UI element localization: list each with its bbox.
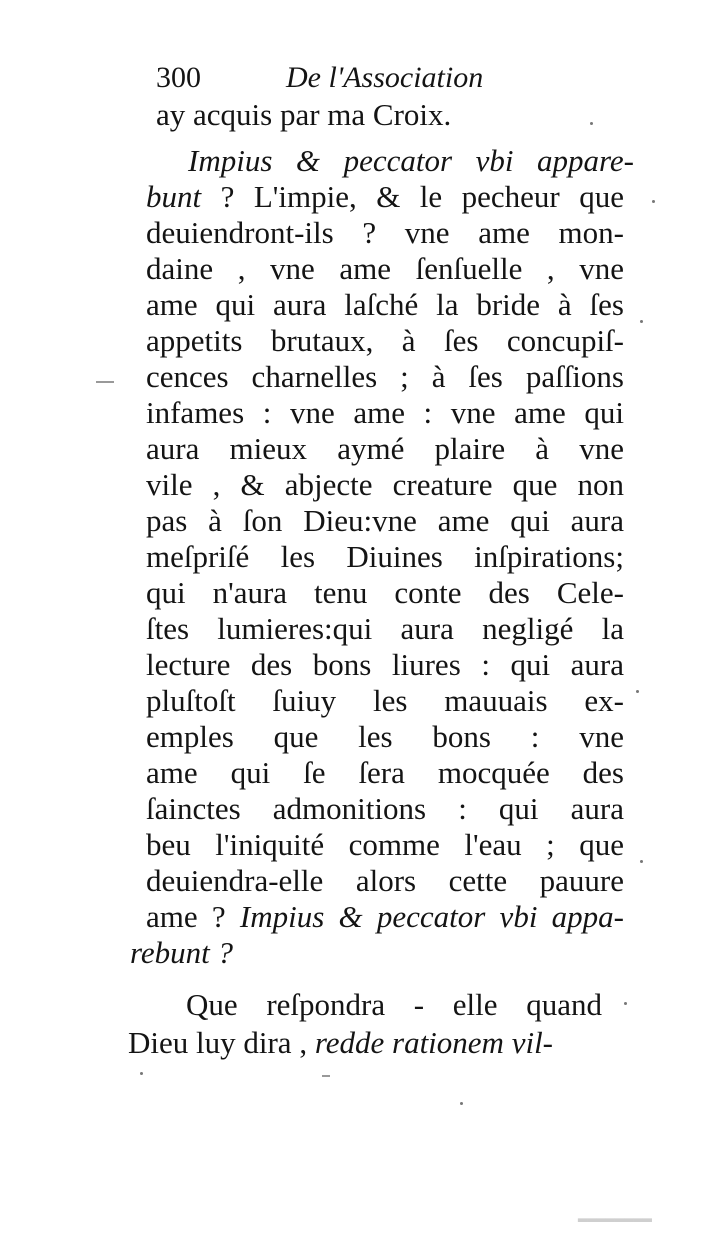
text-line	[146, 538, 624, 575]
line-text: infames : vne ame : vne ame qui	[146, 395, 624, 430]
text-line	[146, 322, 624, 359]
line-text: ſainctes admonitions : qui aura	[146, 791, 624, 826]
text-line	[146, 790, 624, 827]
scan-speck	[652, 200, 655, 203]
line-text: Que reſpondra - elle quand	[186, 987, 602, 1022]
line-text: pluſtoſt ſuiuy les mauuais ex-	[146, 683, 624, 718]
line-text: ay acquis par ma Croix.	[156, 97, 452, 132]
scan-speck	[140, 1072, 143, 1075]
text-line	[130, 934, 250, 971]
text-line	[146, 214, 624, 251]
line-text: emples que les bons : vne	[146, 719, 624, 754]
text-line	[146, 250, 624, 287]
line-text: pas à ſon Dieu:vne ame qui aura	[146, 503, 624, 538]
line-text: qui n'aura tenu conte des Cele-	[146, 575, 624, 610]
text-line	[146, 718, 624, 755]
scan-speck	[624, 1002, 627, 1005]
line-text: ame qui aura laſché la bride à ſes	[146, 287, 624, 322]
line-text: Dieu luy dira ,	[128, 1025, 315, 1060]
latin-quote: bunt	[146, 179, 202, 214]
text-line	[186, 986, 602, 1023]
line-text: vile , & abjecte creature que non	[146, 467, 624, 502]
line-text: appetits brutaux, à ſes concupiſ-	[146, 323, 624, 358]
line-text: beu l'iniquité comme l'eau ; que	[146, 827, 624, 862]
line-text: aura mieux aymé plaire à vne	[146, 431, 624, 466]
line-text: ſtes lumieres:qui aura negligé la	[146, 611, 624, 646]
text-line	[146, 574, 624, 611]
text-line	[146, 286, 624, 323]
latin-quote: Impius & peccator vbi appa-	[239, 899, 624, 934]
page-number: 300	[156, 61, 201, 94]
line-text: ame qui ſe ſera mocquée des	[146, 755, 624, 790]
latin-quote: Impius & peccator vbi appare-	[188, 143, 634, 178]
scan-speck	[636, 690, 639, 693]
line-text: meſpriſé les Diuines inſpirations;	[146, 539, 624, 574]
text-line	[188, 142, 634, 179]
text-line	[146, 610, 624, 647]
scan-speck	[640, 320, 643, 323]
text-line	[146, 394, 624, 431]
text-line	[146, 178, 624, 215]
line-text: lecture des bons liures : qui aura	[146, 647, 624, 682]
text-line	[146, 358, 624, 395]
line-text: ? L'impie, & le pecheur que	[201, 179, 624, 214]
text-line	[156, 96, 536, 133]
scan-speck	[590, 122, 593, 125]
text-line	[146, 430, 624, 467]
text-line	[146, 502, 624, 539]
scan-mark	[96, 381, 114, 383]
text-line	[146, 862, 624, 899]
scan-speck	[460, 1102, 463, 1105]
line-text: deuiendra-elle alors cette pauure	[146, 863, 624, 898]
scan-speck	[640, 860, 643, 863]
latin-quote: redde rationem vil-	[314, 1025, 554, 1060]
text-line	[146, 682, 624, 719]
text-line	[146, 898, 624, 935]
latin-quote: rebunt ?	[130, 935, 234, 970]
text-line	[146, 466, 624, 503]
text-line	[128, 1024, 598, 1061]
text-line	[146, 646, 624, 683]
running-title: De l'Association	[286, 61, 484, 94]
scan-mark	[322, 1075, 330, 1077]
line-text: daine , vne ame ſenſuelle , vne	[146, 251, 624, 286]
text-line	[146, 826, 624, 863]
line-text: ame ?	[146, 899, 240, 934]
page-header	[156, 58, 616, 98]
text-line	[146, 754, 624, 791]
line-text: cences charnelles ; à ſes paſſions	[146, 359, 624, 394]
line-text: deuiendront-ils ? vne ame mon-	[146, 215, 624, 250]
digitization-watermark: ▂▂▂▂▂▂▂▂	[578, 1208, 652, 1222]
